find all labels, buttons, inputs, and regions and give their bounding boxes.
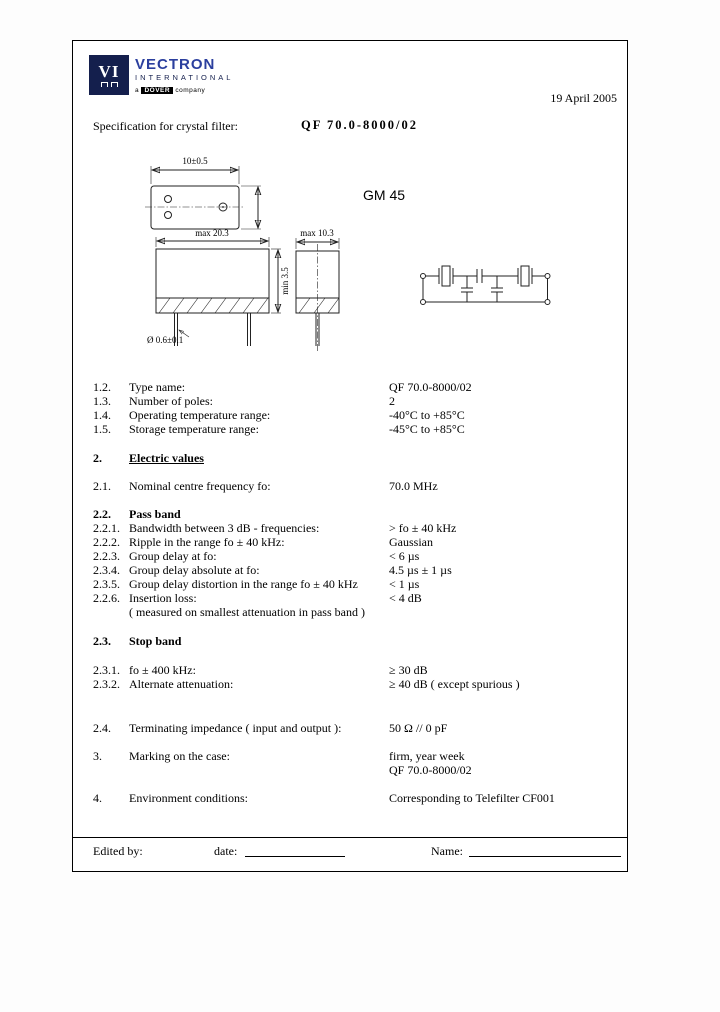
spec-row-marking-line2 [93, 763, 619, 777]
spec-label: Pass band [129, 507, 181, 521]
spec-value: -45°C to +85°C [389, 422, 465, 436]
spec-row-environment [93, 791, 619, 805]
section-stop-band [93, 634, 619, 648]
spec-value: 70.0 MHz [389, 479, 438, 493]
spec-row-measurement-note [93, 605, 619, 619]
spec-title-value: QF 70.0-8000/02 [301, 118, 419, 132]
spec-num: 2.2.2. [93, 535, 120, 549]
spec-label: Environment conditions: [129, 791, 248, 805]
spec-row-insertion-loss [93, 591, 619, 605]
spec-label: Stop band [129, 634, 182, 648]
spec-row-type-name [93, 380, 619, 394]
spec-num: 2.2.1. [93, 521, 120, 535]
spec-row-centre-frequency [93, 479, 619, 493]
spec-label: Type name: [129, 380, 186, 394]
spec-row-storage-temp [93, 422, 619, 436]
spec-num: 1.2. [93, 380, 111, 394]
spec-num: 2.2.3. [93, 549, 120, 563]
document-date: 19 April 2005 [550, 91, 617, 105]
spec-label: Terminating impedance ( input and output ): [129, 721, 342, 735]
package-drawing [73, 146, 629, 376]
spec-num: 4. [93, 791, 102, 805]
name-label: Name: [431, 844, 463, 858]
spec-value: ≥ 40 dB ( except spurious ) [389, 677, 520, 691]
dim-body-width: max 20.3 [195, 228, 229, 238]
dim-pin-length: min 3.5 [280, 267, 290, 295]
tagline-suffix: company [175, 87, 206, 94]
spec-num: 2.3.5. [93, 577, 120, 591]
spec-row-ripple [93, 535, 619, 549]
spec-label: Insertion loss: [129, 591, 197, 605]
spec-num: 2.4. [93, 721, 111, 735]
spec-num: 1.5. [93, 422, 111, 436]
spec-value: QF 70.0-8000/02 [389, 763, 472, 777]
spec-label: Operating temperature range: [129, 408, 271, 422]
spec-value: 50 Ω // 0 pF [389, 721, 448, 735]
spec-row-group-delay-absolute [93, 563, 619, 577]
spec-value: ≥ 30 dB [389, 663, 428, 677]
section-electric-values [93, 451, 619, 465]
spec-value: > fo ± 40 kHz [389, 521, 457, 535]
spec-value: < 4 dB [389, 591, 422, 605]
logo-monogram: VI [98, 62, 120, 81]
spec-value: Corresponding to Telefilter CF001 [389, 791, 555, 805]
tagline-company: DOVER [141, 87, 173, 94]
logo-tagline [135, 87, 233, 94]
package-label: GM 45 [363, 187, 406, 203]
spec-label: Group delay distortion in the range fo ± 40 kHz [129, 577, 358, 591]
spec-num: 1.4. [93, 408, 111, 422]
spec-row-alternate-attenuation [93, 677, 619, 691]
spec-label: Group delay absolute at fo: [129, 563, 260, 577]
spec-num: 2.3.2. [93, 677, 120, 691]
vectron-logo [89, 55, 233, 95]
spec-row-operating-temp [93, 408, 619, 422]
spec-value: -40°C to +85°C [389, 408, 465, 422]
front-view [147, 228, 290, 346]
spec-label: Group delay at fo: [129, 549, 217, 563]
spec-label: fo ± 400 kHz: [129, 663, 196, 677]
spec-row-group-delay [93, 549, 619, 563]
spec-row-poles [93, 394, 619, 408]
spec-value: < 1 µs [389, 577, 420, 591]
spec-value: 2 [389, 394, 395, 408]
spec-num: 2. [93, 451, 102, 465]
spec-value: QF 70.0-8000/02 [389, 380, 472, 394]
spec-value: 4.5 µs ± 1 µs [389, 563, 452, 577]
footer-divider [72, 837, 628, 838]
logo-pins-icon [101, 82, 118, 87]
spec-row-stopband-attenuation [93, 663, 619, 677]
spec-num: 2.2. [93, 507, 111, 521]
spec-label: Number of poles: [129, 394, 213, 408]
section-pass-band [93, 507, 619, 521]
spec-num: 2.3.1. [93, 663, 120, 677]
spec-value: Gaussian [389, 535, 433, 549]
spec-num: 1.3. [93, 394, 111, 408]
spec-label: Electric values [129, 451, 204, 465]
date-label: date: [214, 844, 238, 858]
spec-num: 2.3.4. [93, 563, 120, 577]
logo-brand: VECTRON [135, 56, 216, 73]
signature-footer [73, 844, 627, 864]
tagline-prefix: a [135, 87, 140, 94]
side-view [296, 228, 339, 353]
dim-body-depth: max 10.3 [300, 228, 334, 238]
spec-label: Storage temperature range: [129, 422, 259, 436]
spec-value: < 6 µs [389, 549, 420, 563]
vectron-vi-mark [89, 55, 129, 95]
date-blank-line [245, 856, 345, 857]
dim-pin-dia: Ø 0.6±0.1 [147, 335, 184, 345]
spec-num: 2.1. [93, 479, 111, 493]
spec-row-bandwidth [93, 521, 619, 535]
spec-label: Bandwidth between 3 dB - frequencies: [129, 521, 320, 535]
spec-label: ( measured on smallest attenuation in pass band ) [129, 605, 365, 619]
spec-num: 3. [93, 749, 102, 763]
document-page [72, 40, 628, 872]
spec-title-label: Specification for crystal filter: [93, 119, 238, 133]
filter-schematic [421, 266, 551, 305]
name-blank-line [469, 856, 621, 857]
edited-by-label: Edited by: [93, 844, 143, 858]
spec-num: 2.2.6. [93, 591, 120, 605]
logo-text [135, 55, 233, 95]
spec-label: Ripple in the range fo ± 40 kHz: [129, 535, 285, 549]
logo-subtitle: INTERNATIONAL [135, 73, 234, 82]
spec-row-group-delay-distortion [93, 577, 619, 591]
spec-label: Marking on the case: [129, 749, 230, 763]
spec-label: Alternate attenuation: [129, 677, 234, 691]
spec-label: Nominal centre frequency fo: [129, 479, 271, 493]
dim-top-width: 10±0.5 [182, 156, 208, 166]
top-view [145, 156, 261, 229]
spec-value: firm, year week [389, 749, 465, 763]
spec-row-marking [93, 749, 619, 763]
spec-num: 2.3. [93, 634, 111, 648]
spec-row-terminating-impedance [93, 721, 619, 735]
